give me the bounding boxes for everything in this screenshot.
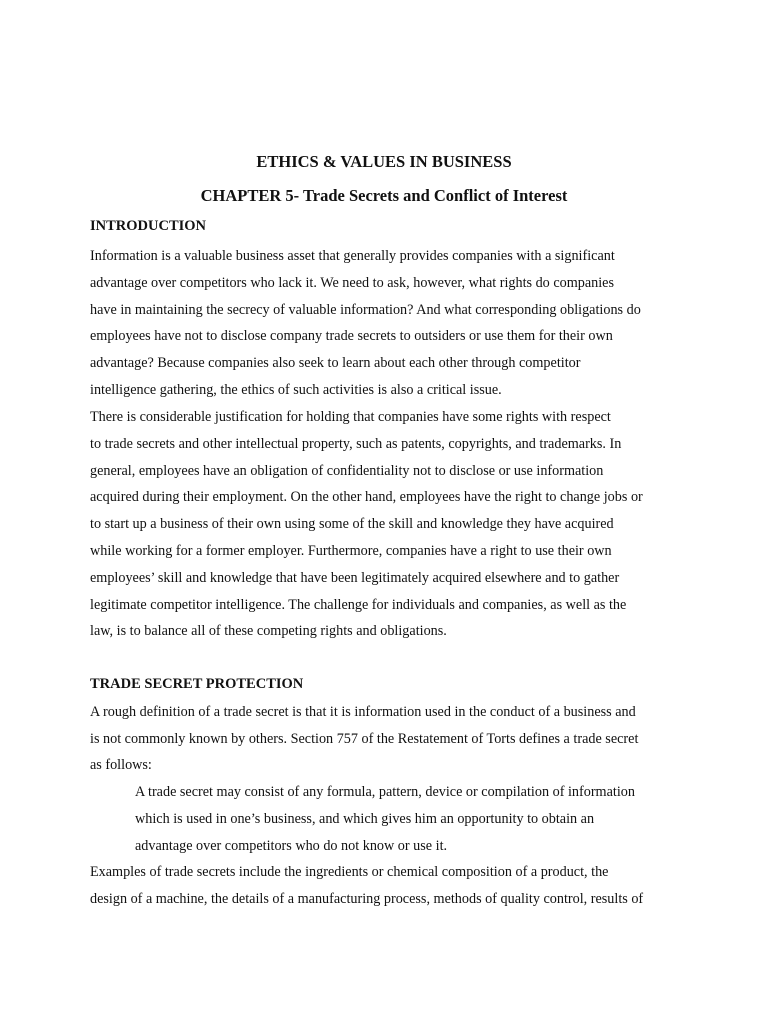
text-line: There is considerable justification for holding that companies have some rights with respect: [90, 409, 611, 425]
block-quote-line: advantage over competitors who do not know or use it.: [135, 838, 448, 854]
text-line: acquired during their employment. On the other hand, employees have the right to change jobs or: [90, 489, 643, 505]
section-heading-introduction: INTRODUCTION: [90, 218, 207, 234]
text-line: to start up a business of their own using some of the skill and knowledge they have acquired: [90, 516, 614, 532]
chapter-title: CHAPTER 5- Trade Secrets and Conflict of Interest: [200, 186, 568, 205]
text-line: A rough definition of a trade secret is that it is information used in the conduct of a business and: [90, 704, 636, 720]
text-line: is not commonly known by others. Section 757 of the Restatement of Torts defines a trade secret: [90, 731, 639, 747]
text-line: employees have not to disclose company trade secrets to outsiders or use them for their own: [90, 328, 613, 344]
text-line: Examples of trade secrets include the ingredients or chemical composition of a product, the: [90, 864, 609, 880]
text-line: have in maintaining the secrecy of valuable information? And what corresponding obligations do: [90, 302, 641, 318]
text-line: to trade secrets and other intellectual property, such as patents, copyrights, and trademarks. In: [90, 436, 622, 452]
text-line: intelligence gathering, the ethics of such activities is also a critical issue.: [90, 382, 502, 398]
text-line: as follows:: [90, 757, 152, 773]
text-line: Information is a valuable business asset that generally provides companies with a significant: [90, 248, 615, 264]
text-line: advantage? Because companies also seek to learn about each other through competitor: [90, 355, 581, 371]
text-line: design of a machine, the details of a manufacturing process, methods of quality control, results of: [90, 891, 644, 907]
document-title: ETHICS & VALUES IN BUSINESS: [256, 152, 512, 171]
text-line: while working for a former employer. Furthermore, companies have a right to use their own: [90, 543, 612, 559]
text-line: advantage over competitors who lack it. We need to ask, however, what rights do companies: [90, 275, 614, 291]
section-heading-trade-secret-protection: TRADE SECRET PROTECTION: [90, 676, 304, 692]
text-line: law, is to balance all of these competing rights and obligations.: [90, 623, 447, 639]
text-line: general, employees have an obligation of confidentiality not to disclose or use information: [90, 463, 604, 479]
block-quote-line: A trade secret may consist of any formula, pattern, device or compilation of information: [135, 784, 635, 800]
block-quote-line: which is used in one’s business, and which gives him an opportunity to obtain an: [135, 811, 595, 827]
text-line: employees’ skill and knowledge that have been legitimately acquired elsewhere and to gather: [90, 570, 620, 586]
text-line: legitimate competitor intelligence. The challenge for individuals and companies, as well as the: [90, 597, 627, 613]
